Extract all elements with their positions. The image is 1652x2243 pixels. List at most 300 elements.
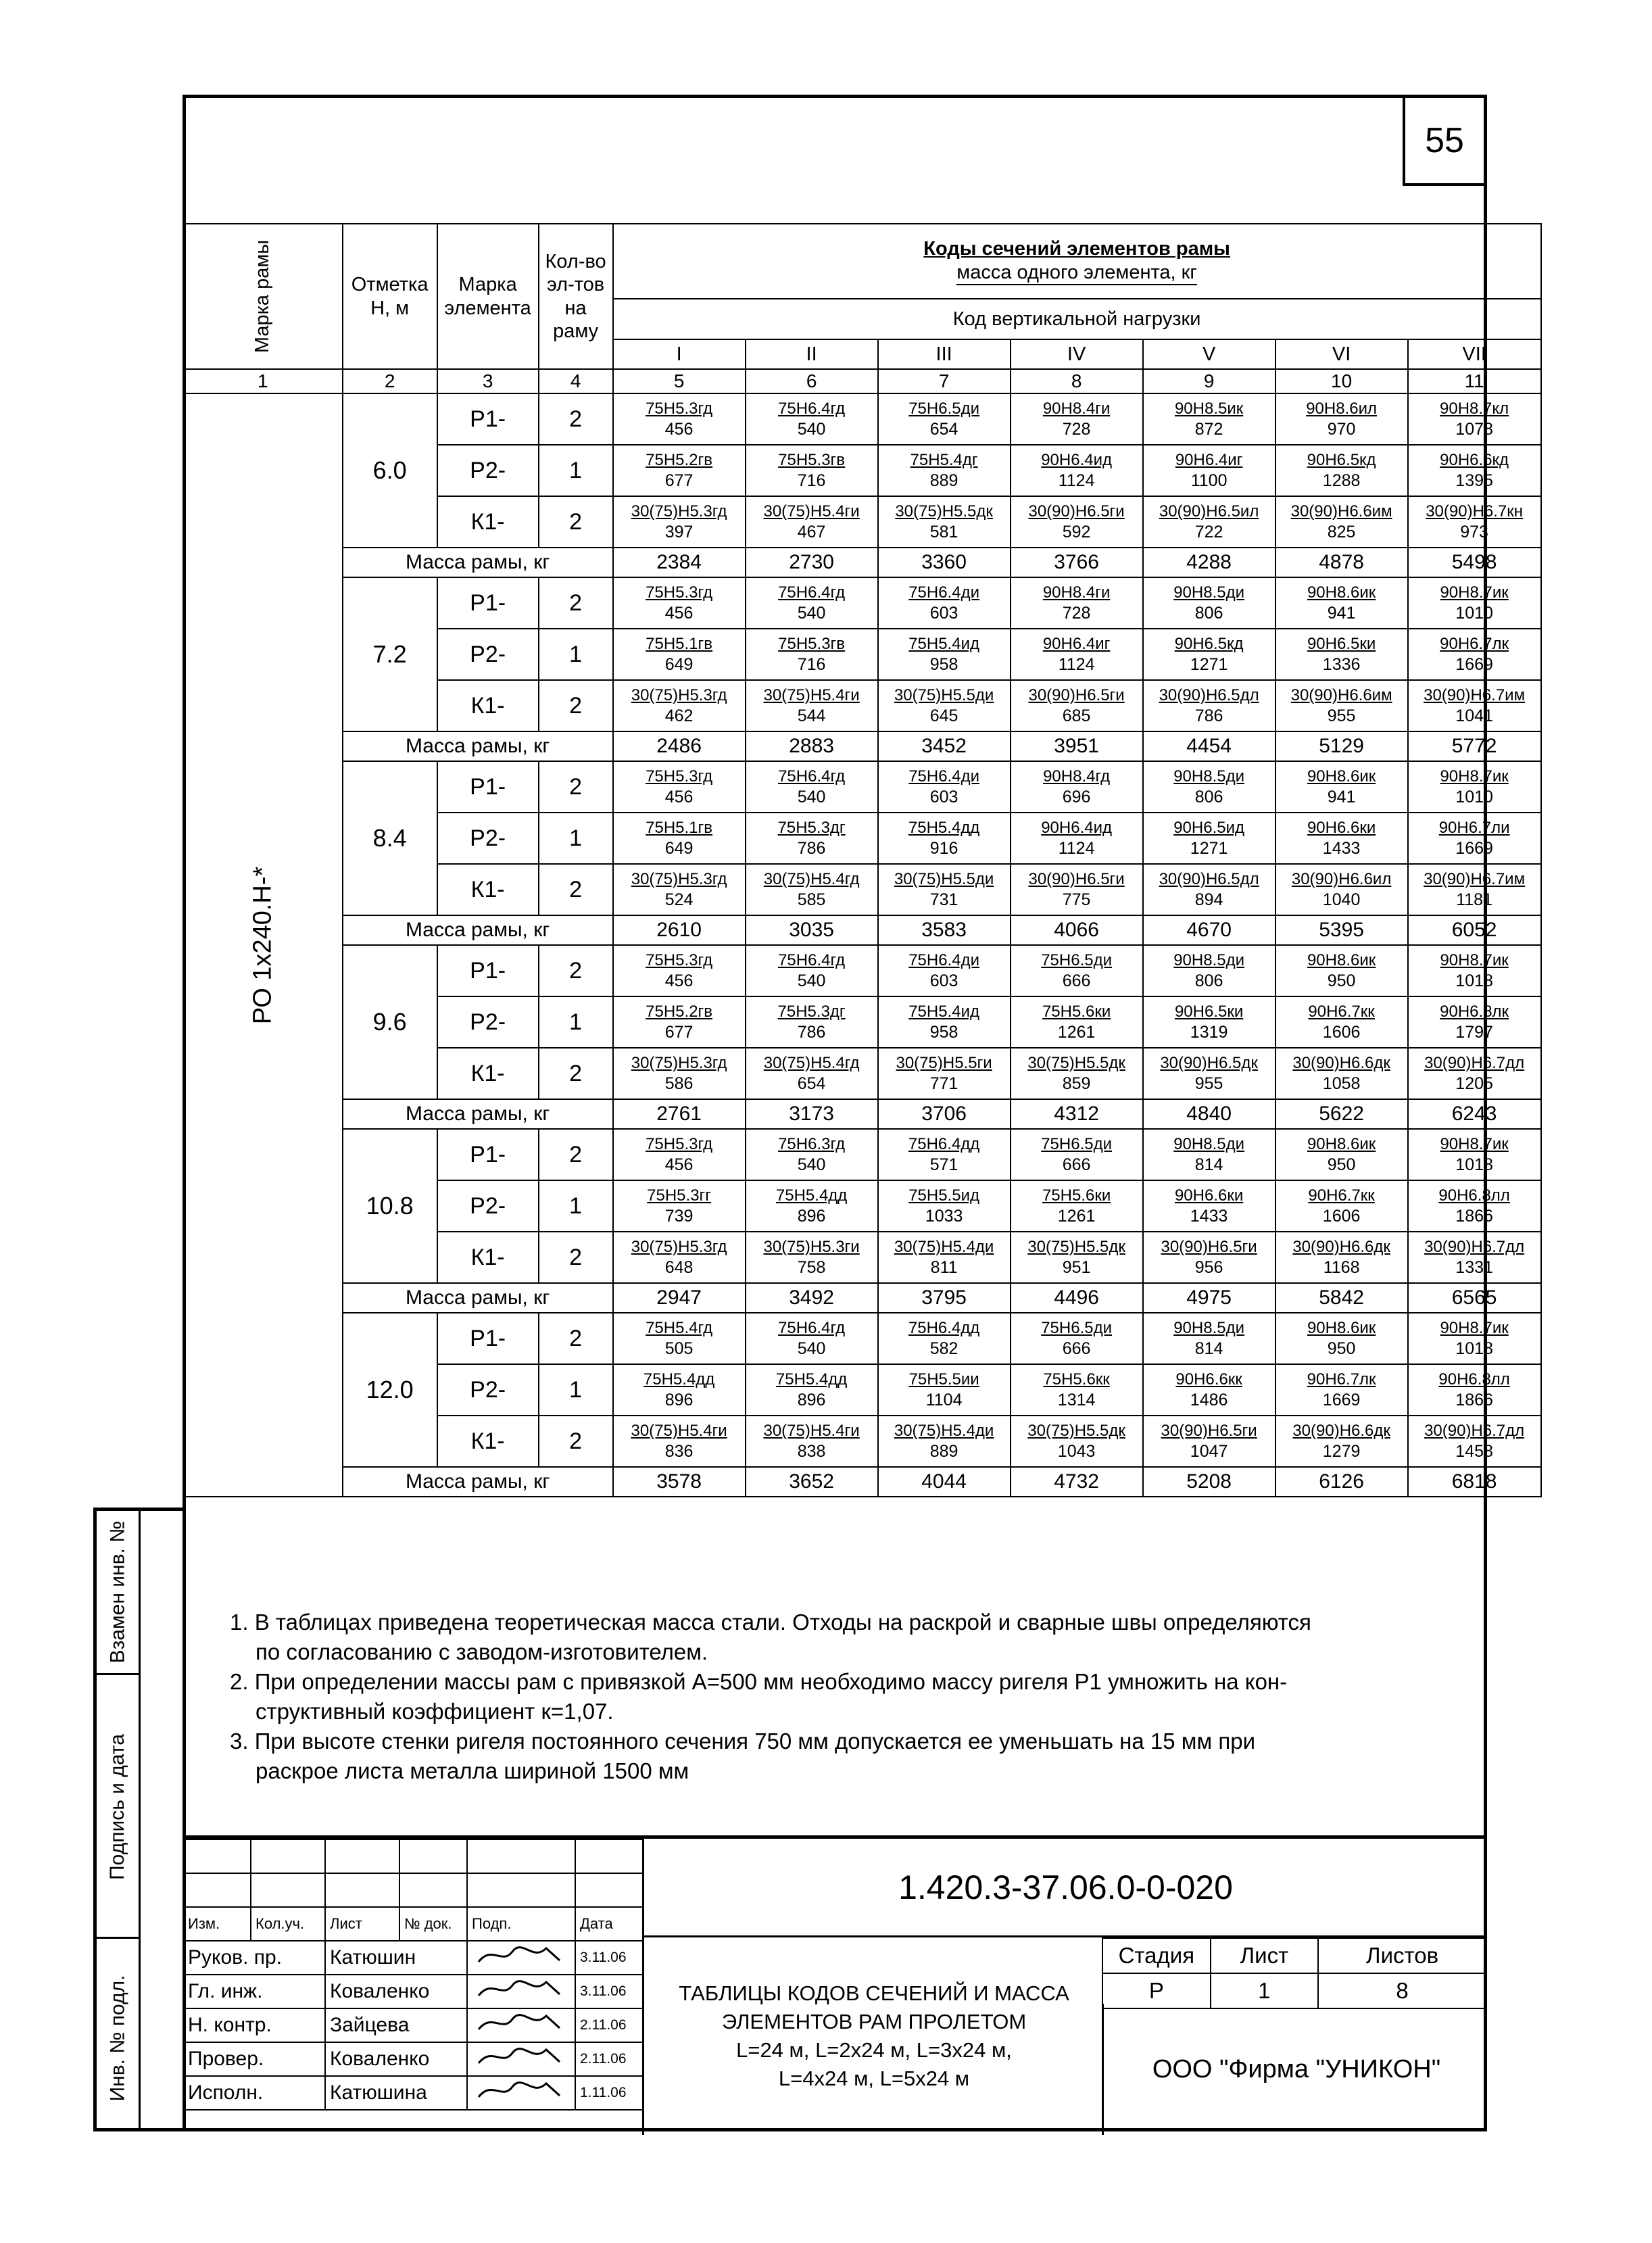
section-cell — [1143, 680, 1276, 731]
section-code: 90Н6.6ки — [1174, 1186, 1244, 1205]
section-code: 90Н6.4иг — [1042, 635, 1111, 653]
section-mass: 838 — [797, 1442, 826, 1461]
section-cell — [1143, 864, 1276, 915]
element-count: 2 — [539, 1416, 613, 1467]
section-code: 90Н8.7ик — [1440, 1319, 1509, 1337]
section-cell — [1276, 813, 1408, 864]
section-mass: 582 — [929, 1339, 958, 1358]
section-mass: 648 — [664, 1258, 694, 1277]
section-cell — [613, 1364, 746, 1416]
section-cell — [1276, 680, 1408, 731]
section-code: 30(75)Н5.3гд — [631, 870, 727, 888]
section-cell — [1276, 393, 1408, 445]
element-mark: Р2- — [437, 1364, 539, 1416]
section-cell — [1408, 761, 1541, 813]
section-mass: 1271 — [1190, 655, 1228, 674]
section-mass: 1033 — [925, 1207, 963, 1226]
section-cell — [1011, 1232, 1143, 1283]
element-mark: К1- — [437, 1416, 539, 1467]
frame-mass-total: 5129 — [1276, 731, 1408, 761]
section-code: 75Н6.5ди — [1041, 1135, 1113, 1153]
section-code: 75Н6.4гд — [778, 951, 846, 969]
section-cell — [1143, 1129, 1276, 1180]
section-mass: 786 — [797, 1023, 826, 1042]
section-mass: 825 — [1327, 523, 1356, 541]
section-code: 90Н6.4ид — [1041, 451, 1113, 469]
section-mass: 654 — [797, 1074, 826, 1093]
section-code: 75Н5.3гд — [646, 951, 713, 969]
section-mass: 1797 — [1455, 1023, 1493, 1042]
section-mass: 592 — [1062, 523, 1091, 541]
section-mass: 603 — [929, 788, 958, 806]
section-mass: 896 — [797, 1391, 826, 1409]
section-mass: 1168 — [1323, 1258, 1360, 1277]
sign-date: 2.11.06 — [575, 2008, 643, 2042]
section-mass: 889 — [929, 1442, 958, 1461]
section-cell — [1408, 864, 1541, 915]
element-mark: Р1- — [437, 1313, 539, 1364]
frame-mass-total: 2761 — [613, 1099, 746, 1129]
frame-mass-total: 3035 — [746, 915, 878, 945]
mass-label: Масса рамы, кг — [343, 548, 613, 577]
element-mark: Р1- — [437, 1129, 539, 1180]
element-count: 2 — [539, 945, 613, 996]
section-code: 75Н5.3гд — [646, 400, 713, 418]
section-code: 30(75)Н5.4ги — [763, 502, 860, 521]
mass-label: Масса рамы, кг — [343, 1099, 613, 1129]
sections-table — [183, 223, 1542, 1497]
section-mass: 1866 — [1455, 1207, 1493, 1226]
section-code: 75Н6.5ди — [1041, 1319, 1113, 1337]
section-code: 90Н8.4ги — [1042, 583, 1111, 602]
section-mass: 716 — [797, 471, 826, 490]
sign-date: 1.11.06 — [575, 2076, 643, 2110]
section-mass: 728 — [1062, 420, 1091, 439]
element-count: 2 — [539, 680, 613, 731]
section-code: 30(90)Н6.6ил — [1291, 870, 1392, 888]
section-cell — [1011, 393, 1143, 445]
total-row — [183, 1099, 1541, 1129]
section-code: 90Н6.6кк — [1175, 1370, 1242, 1389]
section-code: 75Н5.4ид — [908, 1003, 980, 1021]
section-code: 30(75)Н5.3гд — [631, 686, 727, 704]
section-cell — [1408, 1364, 1541, 1416]
section-code: 30(90)Н6.5ги — [1161, 1238, 1257, 1256]
section-code: 90Н6.6ки — [1307, 819, 1376, 837]
elevation-cell: 9.6 — [343, 945, 437, 1099]
section-code: 30(75)Н5.5ди — [894, 870, 994, 888]
element-mark: Р1- — [437, 761, 539, 813]
table-row — [183, 1313, 1541, 1364]
section-cell — [1408, 496, 1541, 548]
section-code: 75Н5.5ид — [908, 1186, 980, 1205]
frame-mass-total: 4975 — [1143, 1283, 1276, 1313]
section-code: 90Н8.4ги — [1042, 400, 1111, 418]
load-column-3: III — [878, 339, 1011, 369]
section-mass: 973 — [1460, 523, 1488, 541]
stage-label: Листов — [1318, 1938, 1486, 1973]
section-code: 30(90)Н6.5ги — [1028, 686, 1125, 704]
section-cell — [1408, 1232, 1541, 1283]
element-mark: Р2- — [437, 996, 539, 1048]
section-cell — [746, 577, 878, 629]
signature-scribble-icon — [472, 1975, 566, 2002]
section-cell — [1276, 1364, 1408, 1416]
sidebar-inv: Инв. № подл. — [97, 1937, 139, 2137]
section-code: 90Н8.5ди — [1173, 583, 1245, 602]
section-code: 90Н8.4гд — [1043, 767, 1111, 786]
section-mass: 951 — [1062, 1258, 1091, 1277]
element-count: 2 — [539, 864, 613, 915]
section-cell — [1143, 1048, 1276, 1099]
section-code: 75Н5.4ид — [908, 635, 980, 653]
elevation-cell: 7.2 — [343, 577, 437, 731]
section-mass: 1331 — [1455, 1258, 1493, 1277]
section-cell — [746, 1180, 878, 1232]
section-mass: 811 — [930, 1258, 958, 1277]
section-cell — [1408, 445, 1541, 496]
total-row — [183, 1467, 1541, 1497]
signature-row — [183, 2008, 643, 2042]
load-column-6: VI — [1276, 339, 1408, 369]
section-mass: 836 — [664, 1442, 694, 1461]
section-cell — [1143, 945, 1276, 996]
section-mass: 758 — [797, 1258, 826, 1277]
section-code: 90Н6.8лк — [1440, 1003, 1509, 1021]
section-code: 30(75)Н5.4ги — [763, 686, 860, 704]
total-row — [183, 548, 1541, 577]
section-code: 90Н8.5ик — [1174, 400, 1244, 418]
section-code: 90Н8.6ик — [1307, 951, 1376, 969]
section-cell — [1143, 761, 1276, 813]
section-code: 75Н5.4гд — [646, 1319, 713, 1337]
section-cell — [878, 1364, 1011, 1416]
sidebar-divider — [139, 1511, 141, 2128]
section-cell — [613, 1416, 746, 1467]
section-code: 30(90)Н6.5ги — [1161, 1422, 1257, 1440]
person-name: Коваленко — [325, 1975, 467, 2008]
element-mark: Р1- — [437, 945, 539, 996]
section-mass: 950 — [1327, 1155, 1356, 1174]
section-cell — [613, 393, 746, 445]
frame-mass-total: 4044 — [878, 1467, 1011, 1497]
frame-mass-total: 2486 — [613, 731, 746, 761]
section-cell — [1276, 445, 1408, 496]
section-code: 90Н6.5кд — [1307, 451, 1376, 469]
section-mass: 585 — [797, 890, 826, 909]
title-block — [183, 1835, 1487, 2135]
frame-mass-total: 4840 — [1143, 1099, 1276, 1129]
frame-mass-total: 5395 — [1276, 915, 1408, 945]
section-cell — [1011, 996, 1143, 1048]
section-code: 30(75)Н5.4ги — [631, 1422, 727, 1440]
section-code: 75Н5.3дг — [777, 819, 846, 837]
section-code: 90Н8.7ик — [1440, 951, 1509, 969]
header-elevation: Отметка Н, м — [343, 224, 437, 369]
frame-mass-total: 3766 — [1011, 548, 1143, 577]
element-count: 1 — [539, 996, 613, 1048]
section-code: 30(90)Н6.5ил — [1159, 502, 1259, 521]
note-line: 3. При высоте стенки ригеля постоянного сечения 750 мм допускается ее уменьшать на 15 мм при — [230, 1729, 1256, 1754]
section-cell — [746, 864, 878, 915]
stage-label: Лист — [1211, 1938, 1318, 1973]
frame-mass-total: 4878 — [1276, 548, 1408, 577]
section-code: 75Н6.4ди — [908, 767, 980, 786]
signature-scribble-icon — [472, 1941, 566, 1969]
title-line: L=4х24 м, L=5х24 м — [778, 2067, 970, 2090]
section-cell — [878, 577, 1011, 629]
section-cell — [746, 629, 878, 680]
section-mass: 1205 — [1455, 1074, 1493, 1093]
section-code: 30(75)Н5.3ги — [763, 1238, 860, 1256]
section-cell — [746, 1313, 878, 1364]
section-mass: 677 — [664, 1023, 694, 1042]
column-number: 3 — [437, 369, 539, 393]
section-cell — [878, 996, 1011, 1048]
element-count: 2 — [539, 1313, 613, 1364]
section-code: 90Н6.6кд — [1440, 451, 1509, 469]
section-code: 75Н5.4дд — [643, 1370, 715, 1389]
section-code: 90Н8.6ил — [1306, 400, 1378, 418]
signature — [467, 1941, 575, 1975]
section-mass: 786 — [1194, 706, 1223, 725]
section-cell — [1276, 496, 1408, 548]
section-mass: 540 — [797, 1155, 826, 1174]
section-cell — [1408, 1048, 1541, 1099]
section-cell — [1276, 629, 1408, 680]
section-cell — [1011, 1364, 1143, 1416]
section-code: 75Н5.1гв — [646, 819, 713, 837]
section-mass: 540 — [797, 1339, 826, 1358]
element-count: 1 — [539, 1180, 613, 1232]
section-mass: 505 — [664, 1339, 694, 1358]
column-number: 4 — [539, 369, 613, 393]
element-mark: К1- — [437, 496, 539, 548]
section-cell — [1408, 813, 1541, 864]
section-cell — [1276, 761, 1408, 813]
section-code: 30(90)Н6.5ги — [1028, 502, 1125, 521]
person-name: Коваленко — [325, 2042, 467, 2076]
signature — [467, 2008, 575, 2042]
section-mass: 896 — [797, 1207, 826, 1226]
section-mass: 456 — [664, 420, 694, 439]
table-row — [183, 945, 1541, 996]
section-code: 75Н6.4гд — [778, 1319, 846, 1337]
section-mass: 1018 — [1455, 1339, 1493, 1358]
section-mass: 524 — [664, 890, 694, 909]
role: Провер. — [183, 2042, 325, 2076]
column-number: 2 — [343, 369, 437, 393]
section-mass: 1669 — [1455, 839, 1493, 858]
person-name: Катюшин — [325, 1941, 467, 1975]
sign-date: 3.11.06 — [575, 1975, 643, 2008]
frame-mass-total: 2610 — [613, 915, 746, 945]
frame-mass-total: 4288 — [1143, 548, 1276, 577]
section-cell — [1276, 1129, 1408, 1180]
section-mass: 1047 — [1190, 1442, 1228, 1461]
role: Н. контр. — [183, 2008, 325, 2042]
section-mass: 716 — [797, 655, 826, 674]
section-code: 75Н6.4ди — [908, 583, 980, 602]
table-row — [183, 1129, 1541, 1180]
section-code: 75Н5.3гв — [778, 635, 846, 653]
section-code: 90Н6.4ид — [1041, 819, 1113, 837]
section-mass: 603 — [929, 971, 958, 990]
section-mass: 696 — [1062, 788, 1091, 806]
section-cell — [613, 577, 746, 629]
section-mass: 1100 — [1190, 471, 1228, 490]
frame-mass-total: 5498 — [1408, 548, 1541, 577]
signature-row — [183, 1941, 643, 1975]
load-column-1: I — [613, 339, 746, 369]
section-mass: 814 — [1194, 1339, 1223, 1358]
section-code: 90Н6.8лл — [1438, 1370, 1510, 1389]
section-mass: 1319 — [1190, 1023, 1228, 1042]
section-cell — [878, 1416, 1011, 1467]
section-code: 30(75)Н5.3гд — [631, 502, 727, 521]
section-cell — [613, 1048, 746, 1099]
section-code: 75Н6.5ди — [908, 400, 980, 418]
section-cell — [1408, 945, 1541, 996]
element-count: 2 — [539, 577, 613, 629]
sidebar-sign-date: Подпись и дата — [97, 1673, 139, 1939]
section-code: 75Н6.4дд — [908, 1135, 980, 1153]
section-mass: 1669 — [1322, 1391, 1361, 1409]
section-mass: 956 — [1194, 1258, 1223, 1277]
signature-scribble-icon — [472, 2043, 566, 2070]
section-mass: 666 — [1062, 971, 1091, 990]
section-code: 30(90)Н6.5дл — [1159, 870, 1259, 888]
frame-mass-total: 6052 — [1408, 915, 1541, 945]
section-cell — [613, 1232, 746, 1283]
section-mass: 739 — [664, 1207, 694, 1226]
signature — [467, 2042, 575, 2076]
section-mass: 916 — [929, 839, 958, 858]
section-mass: 1018 — [1455, 1155, 1493, 1174]
section-code: 75Н5.3гд — [646, 583, 713, 602]
header-element-mark: Марка элемента — [437, 224, 539, 369]
section-mass: 955 — [1194, 1074, 1223, 1093]
section-mass: 1271 — [1190, 839, 1228, 858]
section-mass: 1395 — [1455, 471, 1493, 490]
section-cell — [878, 680, 1011, 731]
column-number: 7 — [878, 369, 1011, 393]
note-line: 2. При определении массы рам с привязкой А=500 мм необходимо массу ригеля Р1 умножить на кон- — [230, 1669, 1288, 1694]
section-mass: 1181 — [1456, 890, 1492, 909]
section-code: 75Н5.4дд — [775, 1186, 848, 1205]
section-cell — [613, 496, 746, 548]
stamp-col-header: № док. — [399, 1907, 467, 1941]
section-cell — [1143, 629, 1276, 680]
section-cell — [1276, 996, 1408, 1048]
section-cell — [1276, 864, 1408, 915]
role: Исполн. — [183, 2076, 325, 2110]
section-mass: 462 — [664, 706, 694, 725]
section-mass: 872 — [1194, 420, 1223, 439]
section-code: 30(75)Н5.4гд — [763, 870, 860, 888]
section-code: 75Н5.6кк — [1043, 1370, 1110, 1389]
note-line-continued: структивный коэффициент к=1,07. — [256, 1699, 614, 1724]
section-code: 90Н8.5ди — [1173, 767, 1245, 786]
section-cell — [613, 1180, 746, 1232]
signature-row — [183, 2042, 643, 2076]
section-code: 30(90)Н6.5дк — [1160, 1054, 1258, 1072]
section-code: 30(75)Н5.5дк — [1027, 1422, 1125, 1440]
title-line: ТАБЛИЦЫ КОДОВ СЕЧЕНИЙ И МАССА — [679, 1981, 1069, 2005]
elevation-cell: 6.0 — [343, 393, 437, 548]
section-mass: 456 — [664, 604, 694, 623]
stage-value: 8 — [1318, 1973, 1486, 2008]
section-mass: 540 — [797, 971, 826, 990]
element-count: 1 — [539, 445, 613, 496]
element-count: 1 — [539, 813, 613, 864]
element-mark: К1- — [437, 864, 539, 915]
section-cell — [1276, 945, 1408, 996]
section-cell — [1011, 629, 1143, 680]
column-number: 6 — [746, 369, 878, 393]
section-mass: 456 — [664, 971, 694, 990]
section-cell — [878, 1232, 1011, 1283]
stamp-col-header: Подп. — [467, 1907, 575, 1941]
header-frame-mark: Марка рамы — [183, 224, 343, 369]
section-mass: 859 — [1062, 1074, 1091, 1093]
section-cell — [746, 1364, 878, 1416]
section-cell — [1143, 496, 1276, 548]
section-cell — [878, 496, 1011, 548]
element-mark: Р2- — [437, 813, 539, 864]
section-cell — [613, 761, 746, 813]
elevation-cell: 10.8 — [343, 1129, 437, 1283]
section-mass: 1124 — [1058, 471, 1095, 490]
section-code: 30(90)Н6.7кн — [1426, 502, 1524, 521]
frame-mass-total: 3578 — [613, 1467, 746, 1497]
notes — [230, 1608, 1447, 1786]
element-count: 2 — [539, 393, 613, 445]
section-mass: 1606 — [1322, 1207, 1361, 1226]
section-cell — [1011, 1129, 1143, 1180]
frame-mass-total: 3360 — [878, 548, 1011, 577]
section-mass: 1124 — [1058, 655, 1095, 674]
frame-mass-total: 5622 — [1276, 1099, 1408, 1129]
section-code: 75Н5.5ии — [908, 1370, 979, 1389]
section-cell — [1011, 1313, 1143, 1364]
document-title — [642, 1937, 1104, 2135]
section-code: 90Н6.4иг — [1175, 451, 1243, 469]
element-count: 2 — [539, 1048, 613, 1099]
load-column-4: IV — [1011, 339, 1143, 369]
frame-mark-cell: РО 1х240.Н-* — [183, 393, 343, 1497]
section-mass: 685 — [1062, 706, 1091, 725]
section-code: 90Н8.7ик — [1440, 1135, 1509, 1153]
section-code: 30(75)Н5.5дк — [895, 502, 993, 521]
section-mass: 894 — [1194, 890, 1223, 909]
section-code: 90Н6.5ид — [1173, 819, 1245, 837]
section-mass: 731 — [929, 890, 958, 909]
section-mass: 814 — [1194, 1155, 1223, 1174]
section-code: 75Н5.3гг — [647, 1186, 712, 1205]
total-row — [183, 731, 1541, 761]
section-mass: 722 — [1194, 523, 1223, 541]
section-mass: 1058 — [1322, 1074, 1361, 1093]
mass-label: Масса рамы, кг — [343, 1467, 613, 1497]
section-mass: 649 — [664, 839, 694, 858]
section-code: 75Н5.4дг — [910, 451, 978, 469]
section-cell — [1011, 1416, 1143, 1467]
column-number: 8 — [1011, 369, 1143, 393]
section-mass: 1669 — [1455, 655, 1493, 674]
section-code: 90Н8.7ик — [1440, 583, 1509, 602]
section-code: 90Н8.6ик — [1307, 1319, 1376, 1337]
